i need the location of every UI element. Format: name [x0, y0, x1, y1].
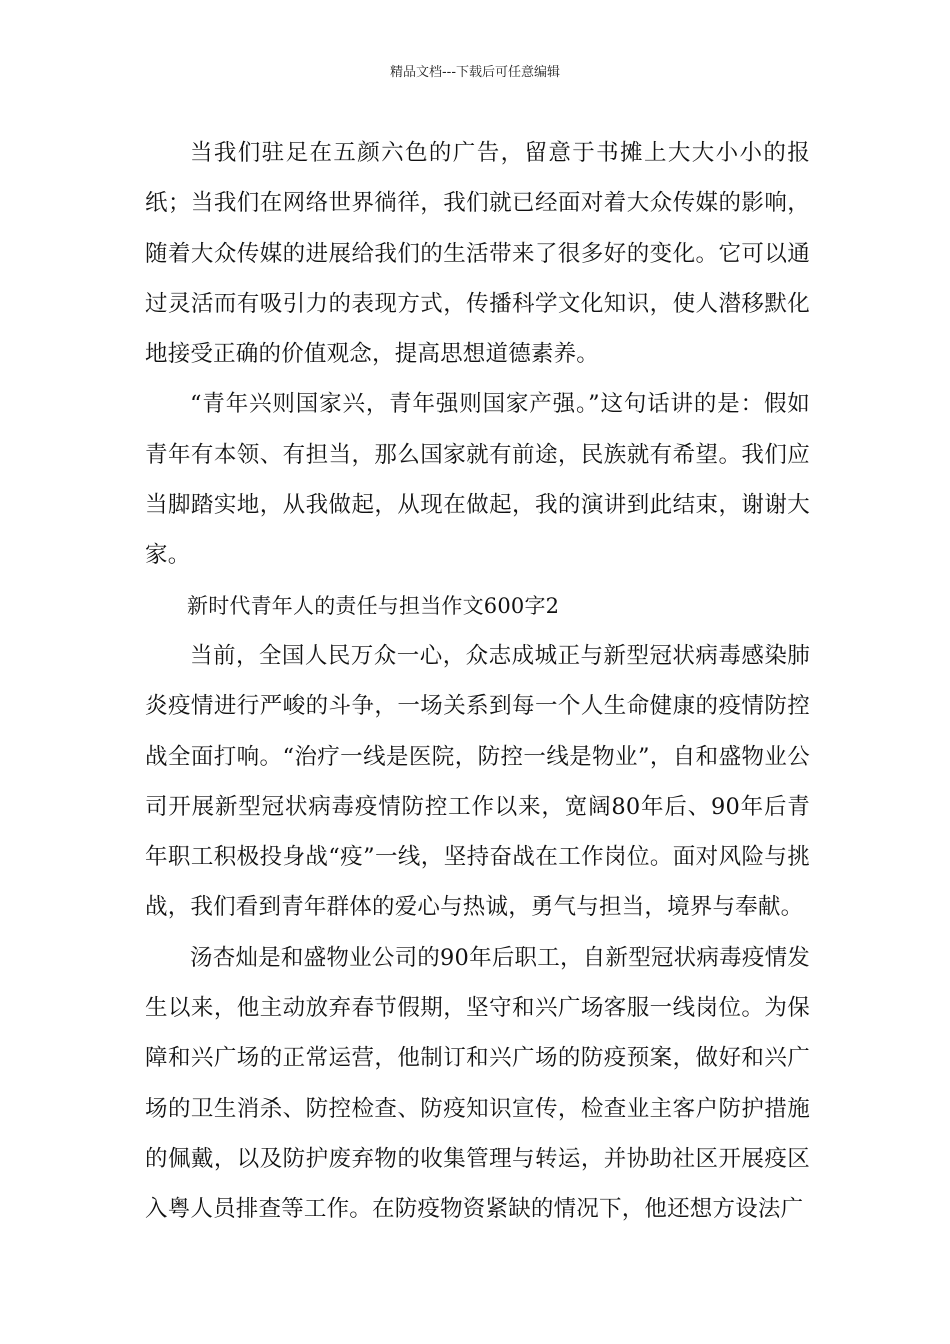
section-title: 新时代青年人的责任与担当作文600字2	[187, 593, 560, 618]
paragraph-epidemic-fight: 当前，全国人民万众一心，众志成城正与新型冠状病毒感染肺炎疫情进行严峻的斗争，一场关系到每一个人生命健康的疫情防控战全面打响。“治疗一线是医院，防控一线是物业”，自和盛物业公司开展新型冠状病毒疫情防控工作以来，宽阔80年后、90年后青年职工积极投身战“疫”一线，坚持奋战在工作岗位。面对风险与挑战，我们看到青年群体的爱心与热诚，勇气与担当，境界与奉献。	[145, 642, 810, 921]
document-body	[145, 128, 810, 1235]
paragraph-youth-quote: “青年兴则国家兴，青年强则国家产强。”这句话讲的是：假如青年有本领、有担当，那么国家就有前途，民族就有希望。我们应当脚踏实地，从我做起，从现在做起，我的演讲到此结束，谢谢大家。	[145, 391, 810, 569]
page-header: 精品文档---下载后可任意编辑	[389, 65, 561, 80]
paragraph-tang-xingcan: 汤杏灿是和盛物业公司的90年后职工，自新型冠状病毒疫情发生以来，他主动放弃春节假期，坚守和兴广场客服一线岗位。为保障和兴广场的正常运营，他制订和兴广场的防疫预案，做好和兴广场的卫生消杀、防控检查、防疫知识宣传，检查业主客户防护措施的佩戴，以及防护废弃物的收集管理与转运，并协助社区开展疫区入粤人员排查等工作。在防疫物资紧缺的情况下，他还想方设法广	[145, 944, 810, 1223]
paragraph-media-influence: 当我们驻足在五颜六色的广告，留意于书摊上大大小小的报纸；当我们在网络世界徜徉，我们就已经面对着大众传媒的影响，随着大众传媒的进展给我们的生活带来了很多好的变化。它可以通过灵活而有吸引力的表现方式，传播科学文化知识，使人潜移默化地接受正确的价值观念，提高思想道德素养。	[145, 140, 810, 368]
